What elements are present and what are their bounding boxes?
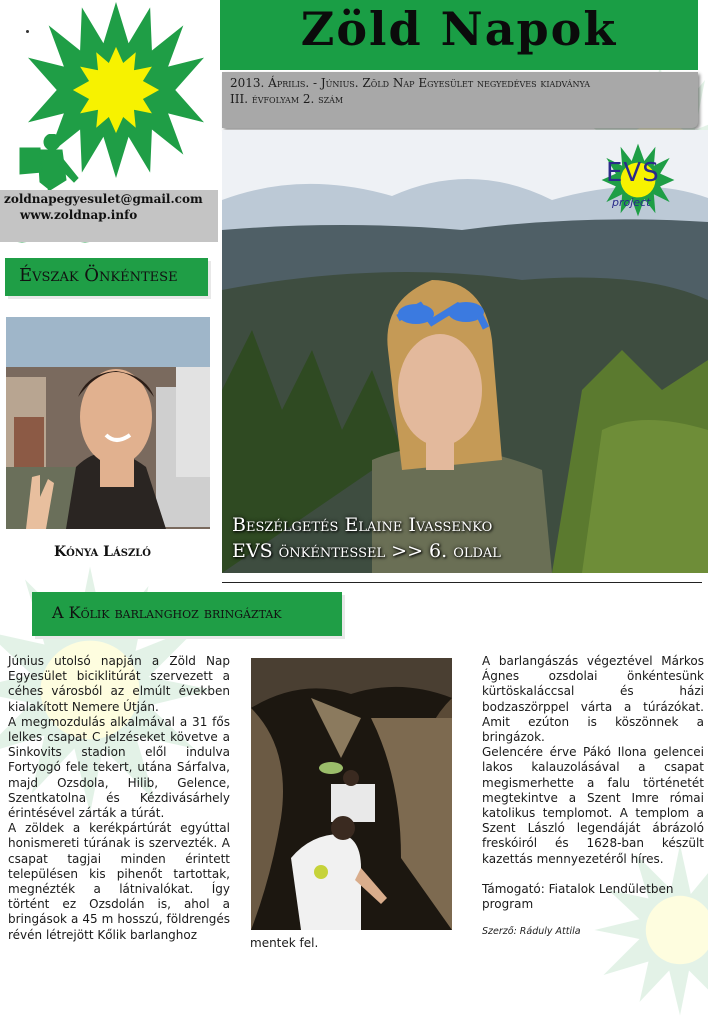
article-paragraph: A zöldek a kerékpártúrát egyúttal honismereti túrának is szervezték. A csapat tagjai minden érintett településen kis pihenőt tartottak, megnézték a látnivalókat. Így történt ez Ozsdolán is, ahol a bringások a 45 m hosszú, földrengés révén létrejött Kőlik barlanghoz [8, 821, 230, 943]
article-paragraph: Gelencére érve Pákó Ilona gelencei lakos kalauzolásával a csapat megismerhette a falu történetét megtekintve a Szent Imre római katolikus templomot. A templom a Szent László legendáját ábrázoló freskóiról és 1628-ban készült kazettás mennyezetéről híres. [482, 745, 704, 867]
article-heading-box [32, 592, 342, 636]
sponsor-note: Támogató: Fiatalok Lendületben program [482, 882, 704, 912]
article-column-1 [8, 654, 230, 943]
masthead-title: Zöld Napok [220, 2, 698, 56]
article-column-3 [482, 654, 704, 912]
contact-website[interactable]: www.zoldnap.info [20, 208, 137, 222]
issue-date-line: 2013. Április. - Június. Zöld Nap Egyesület negyedéves kiadványa [230, 76, 590, 90]
article-paragraph: Június utolsó napján a Zöld Nap Egyesület biciklitúrát szervezett a céhes városból az elmúlt években kialakított Nemere Útján. [8, 654, 230, 715]
volunteer-photo [6, 317, 210, 529]
article-column-2-end: mentek fel. [250, 936, 318, 951]
article-author: Szerző: Ráduly Attila [482, 926, 581, 937]
divider [222, 582, 702, 583]
volunteer-name: Kónya László [54, 544, 151, 560]
dot-mark [26, 30, 29, 33]
evs-logo-sub: project [612, 196, 650, 209]
cover-caption-line1: Beszélgetés Elaine Ivassenko [232, 514, 492, 536]
issue-volume-line: III. évfolyam 2. szám [230, 92, 343, 106]
article-paragraph: A megmozdulás alkalmával a 31 fős lelkes csapat C jelzéseket követve a Sinkovits stadion elől indulva Fortyogó fele tekert, utána Sárfalva, majd Ozsdola, Hilib, Gelence, Szentkatolna és Kézdivásárhely érintésével zárták a túrát. [8, 715, 230, 821]
evs-logo-text: EVS [606, 158, 660, 188]
article-paragraph: A barlangászás végeztével Márkos Ágnes ozsdolai önkéntesünk kürtöskaláccsal és házi bodzaszörppel várta a túrázókat. Amit ezúton is köszönnek a bringázok. [482, 654, 704, 745]
volunteer-heading-box [5, 258, 208, 296]
cover-caption-line2[interactable]: EVS önkéntessel >> 6. oldal [232, 540, 501, 562]
article-heading: A Kőlik barlanghoz bringáztak [52, 603, 281, 622]
volunteer-heading: Évszak Önkéntese [19, 265, 178, 286]
contact-email[interactable]: zoldnapegyesulet@gmail.com [4, 192, 203, 206]
cave-photo [251, 658, 452, 930]
